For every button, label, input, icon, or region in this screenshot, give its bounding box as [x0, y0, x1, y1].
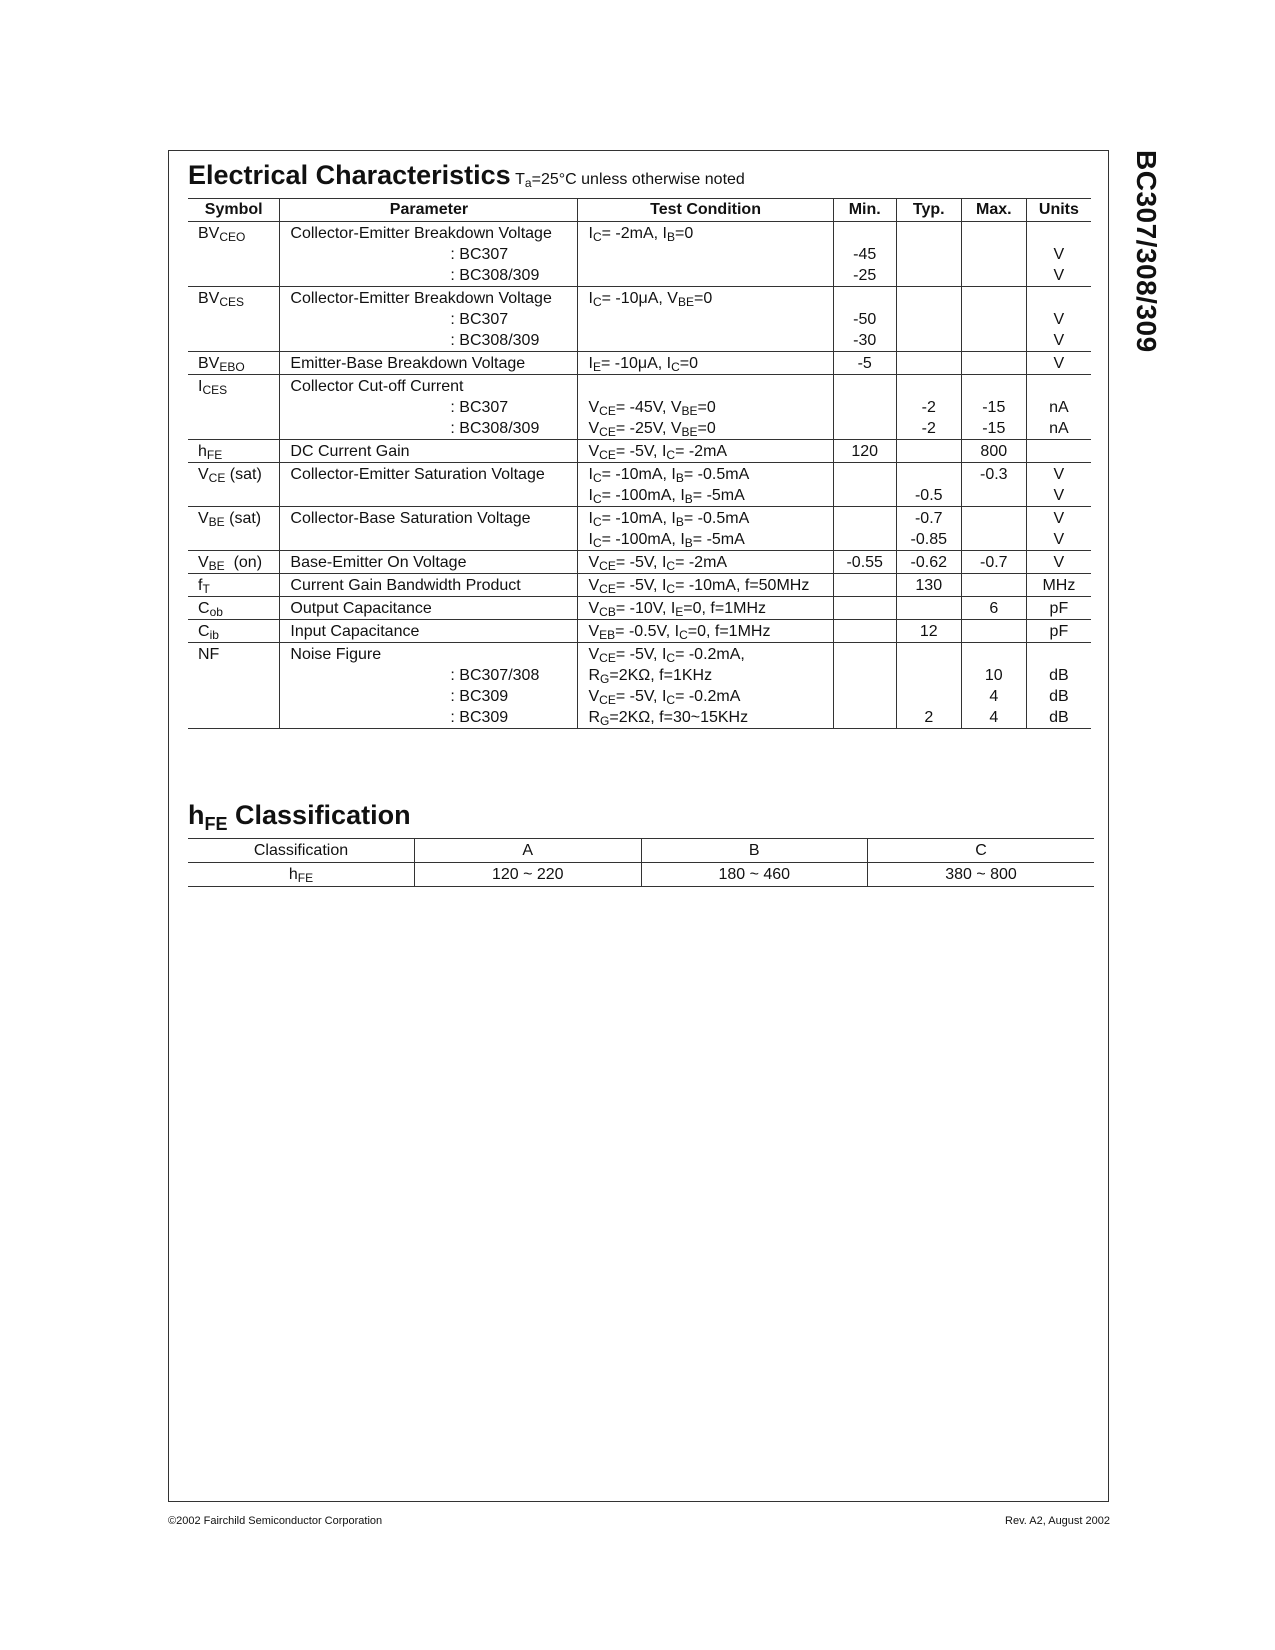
test-condition: $R_G=2K\Omega$, f=30~15KHz	[588, 709, 749, 728]
value: V	[1053, 510, 1065, 527]
table-cell: 380 ~ 800	[868, 863, 1095, 887]
test-condition: $I_C= -10\mu A$, $V_{BE}=0$	[588, 290, 713, 309]
table-cell: B	[641, 839, 868, 863]
test-condition: $I_E= -10\mu A$, $I_C=0$	[588, 355, 699, 374]
footer-copyright: ©2002 Fairchild Semiconductor Corporation	[168, 1515, 383, 1527]
parameter-cell	[280, 551, 578, 574]
value: V	[1053, 554, 1065, 571]
value: -0.85	[910, 531, 947, 548]
max-cell	[961, 222, 1026, 287]
table-row	[188, 643, 1091, 729]
units-cell	[1026, 463, 1091, 507]
value: V	[1053, 466, 1065, 483]
symbol: $BV_{CES}$	[198, 290, 245, 309]
value: nA	[1049, 420, 1069, 437]
max-cell	[961, 352, 1026, 375]
max-cell	[961, 643, 1026, 729]
value: -45	[853, 246, 877, 263]
symbol: $BV_{CEO}$	[198, 225, 246, 244]
typ-cell	[896, 620, 961, 643]
parameter-cell	[280, 507, 578, 551]
header-parameter: Parameter	[280, 199, 578, 222]
test-condition: $V_{CB}= -10V$, $I_E=0$, f=1MHz	[588, 600, 766, 619]
symbol: $I_{CES}$	[198, 378, 228, 397]
value: -15	[982, 399, 1006, 416]
value: -2	[921, 399, 936, 416]
value: MHz	[1042, 577, 1076, 594]
side-title	[1130, 150, 1162, 353]
units-cell	[1026, 551, 1091, 574]
condition-cell	[578, 440, 833, 463]
units-cell	[1026, 287, 1091, 352]
min-cell	[833, 463, 896, 507]
parameter-name: Collector-Emitter Breakdown Voltage	[290, 225, 552, 242]
symbol-cell	[188, 643, 280, 729]
device-variant: : BC307	[450, 399, 509, 416]
header-condition: Test Condition	[578, 199, 833, 222]
table-row	[188, 839, 1094, 863]
units-cell	[1026, 597, 1091, 620]
header-min: Min.	[833, 199, 896, 222]
typ-cell	[896, 375, 961, 440]
value: nA	[1049, 399, 1069, 416]
device-variant: : BC308/309	[450, 332, 540, 349]
section-title-note: $T_a=25^\circ C$ unless otherwise noted	[515, 171, 745, 190]
value: V	[1053, 246, 1065, 263]
test-condition: $I_C= -10mA$, $I_B= -0.5mA$	[588, 466, 750, 485]
symbol-cell	[188, 507, 280, 551]
value: -0.62	[910, 554, 947, 571]
value: -0.7	[979, 554, 1008, 571]
value: 130	[915, 577, 943, 594]
value: 800	[980, 443, 1008, 460]
parameter-cell	[280, 574, 578, 597]
symbol: $C_{ob}$	[198, 600, 223, 619]
table-row	[188, 863, 1094, 887]
value: V	[1053, 332, 1065, 349]
symbol-cell	[188, 287, 280, 352]
value: -5	[857, 355, 872, 372]
device-variant: : BC307	[450, 311, 509, 328]
condition-cell	[578, 620, 833, 643]
parameter-cell	[280, 463, 578, 507]
test-condition: $V_{EB}= -0.5V$, $I_C=0$, f=1MHz	[588, 623, 771, 642]
value: V	[1053, 355, 1065, 372]
parameter-name: Output Capacitance	[290, 600, 432, 617]
symbol-cell	[188, 463, 280, 507]
typ-cell	[896, 597, 961, 620]
parameter-cell	[280, 287, 578, 352]
min-cell	[833, 440, 896, 463]
symbol: $V_{BE}$ (on)	[198, 554, 263, 573]
parameter-name: Base-Emitter On Voltage	[290, 554, 467, 571]
table-row	[188, 375, 1091, 440]
typ-cell	[896, 352, 961, 375]
value: 4	[989, 709, 999, 726]
parameter-name: Noise Figure	[290, 646, 382, 663]
value: dB	[1049, 688, 1069, 705]
header-max: Max.	[961, 199, 1026, 222]
units-cell	[1026, 574, 1091, 597]
parameter-cell	[280, 352, 578, 375]
condition-cell	[578, 643, 833, 729]
table-row	[188, 620, 1091, 643]
max-cell	[961, 287, 1026, 352]
device-variant: : BC308/309	[450, 267, 540, 284]
units-cell	[1026, 620, 1091, 643]
value: V	[1053, 531, 1065, 548]
min-cell	[833, 597, 896, 620]
parameter-name: Emitter-Base Breakdown Voltage	[290, 355, 526, 372]
parameter-cell	[280, 440, 578, 463]
value: -2	[921, 420, 936, 437]
parameter-cell	[280, 222, 578, 287]
value: -50	[853, 311, 877, 328]
parameter-cell	[280, 375, 578, 440]
condition-cell	[578, 551, 833, 574]
symbol: $V_{CE}$ (sat)	[198, 466, 262, 485]
symbol-cell	[188, 352, 280, 375]
symbol-cell	[188, 597, 280, 620]
max-cell	[961, 507, 1026, 551]
test-condition: $V_{CE}= -25V$, $V_{BE}=0$	[588, 420, 716, 439]
section-title-main: Electrical Characteristics	[188, 160, 511, 190]
min-cell	[833, 551, 896, 574]
table-row	[188, 287, 1091, 352]
parameter-cell	[280, 620, 578, 643]
condition-cell	[578, 463, 833, 507]
table-row	[188, 352, 1091, 375]
value: 6	[989, 600, 999, 617]
parameter-cell	[280, 643, 578, 729]
max-cell	[961, 440, 1026, 463]
max-cell	[961, 551, 1026, 574]
value: V	[1053, 267, 1065, 284]
device-variant: : BC307/308	[450, 667, 540, 684]
table-row	[188, 551, 1091, 574]
units-cell	[1026, 222, 1091, 287]
test-condition: $I_C= -10mA$, $I_B= -0.5mA$	[588, 510, 750, 529]
test-condition: $V_{CE}= -5V$, $I_C= -2mA$	[588, 554, 728, 573]
table-row	[188, 463, 1091, 507]
symbol: $V_{BE}$ (sat)	[198, 510, 262, 529]
value: dB	[1049, 667, 1069, 684]
value: -30	[853, 332, 877, 349]
value: -15	[982, 420, 1006, 437]
value: -0.3	[979, 466, 1008, 483]
value: V	[1053, 487, 1065, 504]
min-cell	[833, 507, 896, 551]
parameter-name: DC Current Gain	[290, 443, 410, 460]
typ-cell	[896, 507, 961, 551]
units-cell	[1026, 643, 1091, 729]
value: dB	[1049, 709, 1069, 726]
table-header-row	[188, 199, 1091, 222]
parameter-name: Input Capacitance	[290, 623, 420, 640]
min-cell	[833, 574, 896, 597]
symbol: NF	[198, 646, 220, 663]
units-cell	[1026, 375, 1091, 440]
units-cell	[1026, 352, 1091, 375]
units-cell	[1026, 440, 1091, 463]
min-cell	[833, 287, 896, 352]
min-cell	[833, 222, 896, 287]
parameter-name: Collector-Base Saturation Voltage	[290, 510, 531, 527]
max-cell	[961, 574, 1026, 597]
test-condition: $V_{CE}= -5V$, $I_C= -10mA$, f=50MHz	[588, 577, 810, 596]
symbol: $C_{ib}$	[198, 623, 219, 642]
typ-cell	[896, 222, 961, 287]
parameter-name: Collector Cut-off Current	[290, 378, 464, 395]
side-title-text: BC307/308/309	[1131, 150, 1162, 353]
value: 10	[984, 667, 1003, 684]
min-cell	[833, 643, 896, 729]
header-symbol: Symbol	[188, 199, 280, 222]
symbol: $f_T$	[198, 577, 210, 596]
value: -25	[853, 267, 877, 284]
table-cell: 180 ~ 460	[641, 863, 868, 887]
parameter-name: Collector-Emitter Breakdown Voltage	[290, 290, 552, 307]
header-typ: Typ.	[896, 199, 961, 222]
min-cell	[833, 352, 896, 375]
typ-cell	[896, 440, 961, 463]
test-condition: $V_{CE}= -5V$, $I_C= -0.2mA$	[588, 688, 741, 707]
test-condition: $R_G=2K\Omega$, f=1KHz	[588, 667, 713, 686]
max-cell	[961, 463, 1026, 507]
value: 4	[989, 688, 999, 705]
min-cell	[833, 620, 896, 643]
max-cell	[961, 375, 1026, 440]
symbol-cell	[188, 375, 280, 440]
device-variant: : BC307	[450, 246, 509, 263]
footer-revision: Rev. A2, August 2002	[1005, 1515, 1110, 1527]
parameter-cell	[280, 597, 578, 620]
section-title	[188, 160, 745, 191]
value: 12	[919, 623, 938, 640]
symbol-cell	[188, 574, 280, 597]
parameter-name: Collector-Emitter Saturation Voltage	[290, 466, 545, 483]
condition-cell	[578, 375, 833, 440]
value: -0.5	[914, 487, 943, 504]
condition-cell	[578, 597, 833, 620]
test-condition: $V_{CE}= -5V$, $I_C= -0.2mA$,	[588, 646, 745, 665]
value: pF	[1049, 600, 1069, 617]
test-condition: $V_{CE}= -45V$, $V_{BE}=0$	[588, 399, 716, 418]
table-cell: A	[415, 839, 642, 863]
test-condition: $I_C= -100mA$, $I_B= -5mA$	[588, 531, 745, 550]
symbol: $BV_{EBO}$	[198, 355, 245, 374]
value: pF	[1049, 623, 1069, 640]
table-cell: $h_{FE}$	[188, 863, 415, 887]
value: -0.55	[846, 554, 883, 571]
table-cell: C	[868, 839, 1095, 863]
test-condition: $I_C= -100mA$, $I_B= -5mA$	[588, 487, 745, 506]
symbol-cell	[188, 440, 280, 463]
max-cell	[961, 597, 1026, 620]
value: V	[1053, 311, 1065, 328]
table-row	[188, 507, 1091, 551]
value: 2	[924, 709, 934, 726]
hfe-classification-table	[188, 838, 1094, 887]
typ-cell	[896, 287, 961, 352]
header-units: Units	[1026, 199, 1091, 222]
device-variant: : BC309	[450, 688, 509, 705]
condition-cell	[578, 287, 833, 352]
typ-cell	[896, 551, 961, 574]
electrical-characteristics-table	[188, 198, 1091, 729]
min-cell	[833, 375, 896, 440]
condition-cell	[578, 507, 833, 551]
typ-cell	[896, 463, 961, 507]
typ-cell	[896, 574, 961, 597]
table-row	[188, 597, 1091, 620]
typ-cell	[896, 643, 961, 729]
value: -0.7	[914, 510, 943, 527]
table-row	[188, 222, 1091, 287]
table-cell: 120 ~ 220	[415, 863, 642, 887]
device-variant: : BC308/309	[450, 420, 540, 437]
device-variant: : BC309	[450, 709, 509, 726]
value: 120	[851, 443, 879, 460]
table-cell: Classification	[188, 839, 415, 863]
test-condition: $V_{CE}= -5V$, $I_C= -2mA$	[588, 443, 728, 462]
symbol-cell	[188, 551, 280, 574]
test-condition: $I_C= -2mA$, $I_B=0$	[588, 225, 694, 244]
hfe-classification-title: $h_{FE}$ Classification	[188, 800, 411, 834]
symbol: $h_{FE}$	[198, 443, 223, 462]
parameter-name: Current Gain Bandwidth Product	[290, 577, 521, 594]
symbol-cell	[188, 222, 280, 287]
max-cell	[961, 620, 1026, 643]
units-cell	[1026, 507, 1091, 551]
condition-cell	[578, 352, 833, 375]
table-row	[188, 440, 1091, 463]
symbol-cell	[188, 620, 280, 643]
condition-cell	[578, 222, 833, 287]
condition-cell	[578, 574, 833, 597]
table-row	[188, 574, 1091, 597]
